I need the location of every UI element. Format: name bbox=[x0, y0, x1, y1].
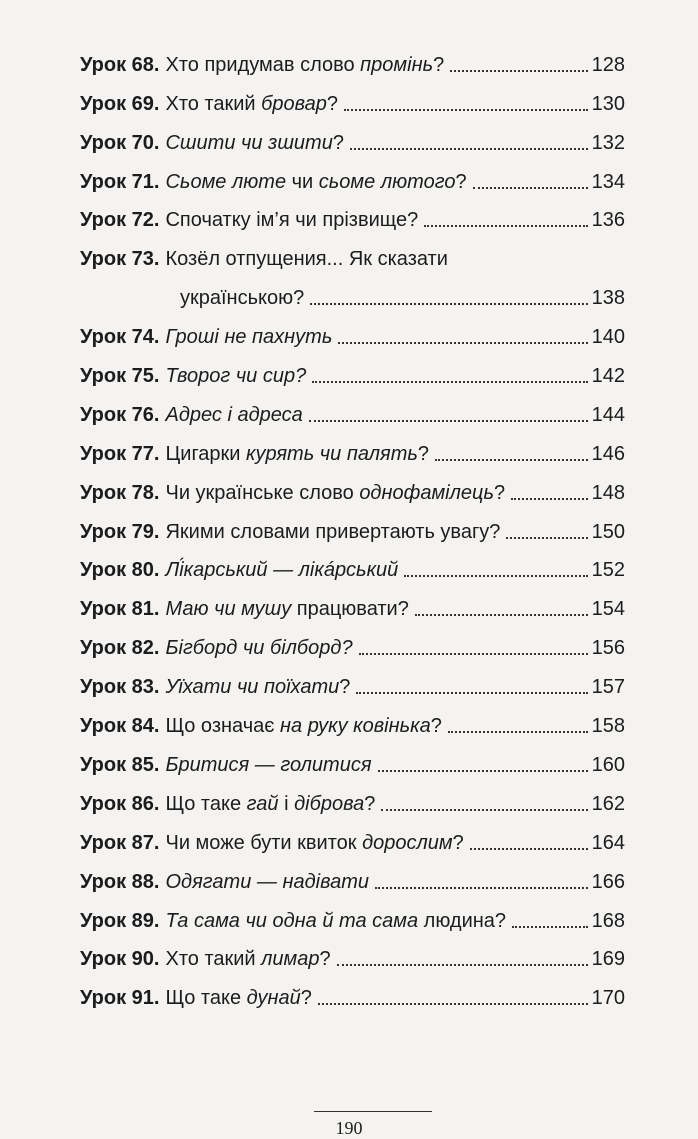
dot-leader bbox=[424, 225, 587, 227]
title-italic-fragment: лимар bbox=[261, 948, 320, 971]
toc-entry[interactable] bbox=[80, 77, 625, 116]
title-fragment: ? bbox=[319, 948, 331, 971]
lesson-title bbox=[165, 521, 500, 544]
title-fragment: ? bbox=[332, 131, 344, 154]
dot-leader bbox=[318, 1003, 588, 1005]
toc-entry-line2 bbox=[80, 271, 625, 310]
lesson-number: Урок 91. bbox=[80, 987, 160, 1010]
title-fragment: чи bbox=[286, 170, 319, 193]
page-ref: 132 bbox=[591, 131, 625, 154]
toc-entry[interactable] bbox=[80, 777, 625, 816]
dot-leader bbox=[378, 770, 588, 772]
title-fragment: ? bbox=[417, 442, 429, 465]
title-italic-fragment: гай bbox=[246, 792, 279, 815]
page-ref: 128 bbox=[591, 53, 625, 76]
lesson-number: Урок 81. bbox=[80, 598, 160, 621]
table-of-contents bbox=[80, 38, 625, 1010]
title-fragment: Якими словами привертають увагу? bbox=[165, 520, 501, 543]
title-italic-fragment: Бритися — голитися bbox=[165, 753, 372, 776]
toc-entry[interactable] bbox=[80, 699, 625, 738]
title-fragment: Чи українське слово bbox=[165, 481, 360, 504]
page-ref: 158 bbox=[591, 715, 625, 738]
lesson-number: Урок 82. bbox=[80, 637, 160, 660]
lesson-title bbox=[165, 715, 441, 738]
title-fragment: Спочатку ім’я чи прізвище? bbox=[165, 209, 419, 232]
title-fragment: Що означає bbox=[165, 715, 281, 738]
title-fragment: ? bbox=[430, 715, 442, 738]
page-ref: 166 bbox=[591, 870, 625, 893]
title-fragment: ? bbox=[364, 792, 376, 815]
toc-entry[interactable] bbox=[80, 505, 625, 544]
lesson-number: Урок 78. bbox=[80, 481, 160, 504]
title-italic-fragment: курять чи палять bbox=[246, 442, 418, 465]
lesson-title bbox=[165, 209, 418, 232]
lesson-title bbox=[165, 93, 338, 116]
page-ref: 162 bbox=[591, 792, 625, 815]
lesson-title bbox=[165, 793, 375, 816]
lesson-number: Урок 86. bbox=[80, 792, 160, 815]
title-italic-fragment: Творог чи сир? bbox=[165, 365, 307, 388]
title-italic-fragment: Сьоме люте bbox=[165, 170, 287, 193]
title-italic-fragment: сьоме лютого bbox=[318, 170, 456, 193]
page-ref: 150 bbox=[591, 520, 625, 543]
toc-entry[interactable] bbox=[80, 427, 625, 466]
dot-leader bbox=[511, 498, 588, 500]
title-fragment: ? bbox=[493, 481, 506, 504]
toc-entry[interactable] bbox=[80, 38, 625, 77]
dot-leader bbox=[312, 381, 587, 383]
lesson-title bbox=[165, 326, 332, 349]
title-fragment: Хто такий bbox=[165, 948, 262, 971]
lesson-title bbox=[165, 248, 447, 271]
title-italic-fragment: діброва bbox=[294, 792, 365, 815]
dot-leader bbox=[350, 148, 588, 150]
toc-entry[interactable] bbox=[80, 232, 625, 310]
dot-leader bbox=[470, 848, 588, 850]
page-ref: 138 bbox=[591, 287, 625, 310]
lesson-number: Урок 77. bbox=[80, 442, 160, 465]
lesson-number: Урок 88. bbox=[80, 870, 160, 893]
lesson-number: Урок 74. bbox=[80, 326, 160, 349]
title-italic-fragment: Лі́карський — лікáрський bbox=[165, 559, 399, 582]
lesson-title bbox=[165, 132, 343, 155]
lesson-title bbox=[165, 871, 369, 894]
lesson-number: Урок 69. bbox=[80, 92, 160, 115]
lesson-number: Урок 90. bbox=[80, 948, 160, 971]
title-italic-fragment: Бігборд чи білборд? bbox=[165, 637, 353, 660]
dot-leader bbox=[512, 926, 588, 928]
page-ref: 144 bbox=[591, 403, 625, 426]
toc-entry[interactable] bbox=[80, 466, 625, 505]
page-ref: 156 bbox=[591, 637, 625, 660]
lesson-number: Урок 80. bbox=[80, 559, 160, 582]
title-italic-fragment: дунай bbox=[246, 987, 301, 1010]
title-fragment: ? bbox=[452, 831, 464, 854]
lesson-title bbox=[165, 482, 505, 505]
title-italic-fragment: Маю чи мушу bbox=[165, 598, 292, 621]
dot-leader bbox=[310, 303, 587, 305]
toc-entry[interactable] bbox=[80, 194, 625, 233]
page-ref: 169 bbox=[591, 948, 625, 971]
toc-entry[interactable] bbox=[80, 738, 625, 777]
dot-leader bbox=[338, 342, 587, 344]
title-fragment: Цигарки bbox=[165, 442, 247, 465]
toc-entry[interactable] bbox=[80, 116, 625, 155]
dot-leader bbox=[450, 70, 587, 72]
title-italic-fragment: Та сама чи одна й та сама bbox=[165, 909, 419, 932]
dot-leader bbox=[404, 575, 587, 577]
lesson-title bbox=[165, 559, 398, 582]
toc-entry[interactable] bbox=[80, 310, 625, 349]
lesson-number: Урок 83. bbox=[80, 676, 160, 699]
page-ref: 148 bbox=[591, 481, 625, 504]
page-number: 190 bbox=[335, 1118, 363, 1138]
dot-leader bbox=[506, 537, 587, 539]
title-italic-fragment: Уїхати чи поїхати bbox=[165, 676, 340, 699]
page-ref: 170 bbox=[591, 987, 625, 1010]
lesson-title-continued bbox=[180, 287, 304, 310]
dot-leader bbox=[337, 964, 588, 966]
dot-leader bbox=[448, 731, 588, 733]
lesson-number: Урок 79. bbox=[80, 520, 160, 543]
title-fragment: людина? bbox=[418, 909, 507, 932]
toc-entry[interactable] bbox=[80, 621, 625, 660]
lesson-title bbox=[165, 987, 311, 1010]
lesson-number: Урок 85. bbox=[80, 753, 160, 776]
title-italic-fragment: Одягати — надівати bbox=[165, 870, 369, 893]
footer-divider bbox=[314, 1111, 432, 1112]
dot-leader bbox=[375, 887, 588, 889]
page-ref: 164 bbox=[591, 831, 625, 854]
page-ref: 142 bbox=[591, 365, 625, 388]
lesson-number: Урок 76. bbox=[80, 403, 160, 426]
title-fragment: Чи може бути квиток bbox=[165, 831, 363, 854]
lesson-title bbox=[165, 754, 371, 777]
page-ref: 130 bbox=[591, 92, 625, 115]
page-ref: 152 bbox=[591, 559, 625, 582]
title-italic-fragment: дорослим bbox=[362, 831, 453, 854]
lesson-title bbox=[165, 443, 429, 466]
title-italic-fragment: Адрес і адреса bbox=[165, 403, 303, 426]
dot-leader bbox=[435, 459, 588, 461]
toc-entry[interactable] bbox=[80, 660, 625, 699]
toc-entry[interactable] bbox=[80, 388, 625, 427]
lesson-number: Урок 68. bbox=[80, 53, 160, 76]
title-fragment: ? bbox=[300, 987, 312, 1010]
title-italic-fragment: Сшити чи зшити bbox=[165, 131, 333, 154]
page-ref: 134 bbox=[591, 170, 625, 193]
lesson-number: Урок 75. bbox=[80, 365, 160, 388]
page-ref: 140 bbox=[591, 326, 625, 349]
lesson-title bbox=[165, 637, 352, 660]
toc-entry[interactable] bbox=[80, 933, 625, 972]
lesson-title bbox=[165, 910, 506, 933]
toc-entry[interactable] bbox=[80, 582, 625, 621]
title-fragment: Хто придумав слово bbox=[165, 53, 361, 76]
toc-entry[interactable] bbox=[80, 855, 625, 894]
dot-leader bbox=[309, 420, 588, 422]
toc-entry[interactable] bbox=[80, 544, 625, 583]
lesson-title bbox=[165, 171, 466, 194]
toc-entry[interactable] bbox=[80, 155, 625, 194]
title-fragment: українською? bbox=[180, 287, 305, 310]
title-italic-fragment: однофамілець bbox=[359, 481, 494, 504]
toc-entry[interactable] bbox=[80, 894, 625, 933]
dot-leader bbox=[381, 809, 587, 811]
title-italic-fragment: Гроші не пахнуть bbox=[165, 326, 333, 349]
title-fragment: працювати? bbox=[291, 598, 409, 621]
page-ref: 136 bbox=[591, 209, 625, 232]
title-fragment: ? bbox=[326, 92, 339, 115]
lesson-title bbox=[165, 676, 350, 699]
dot-leader bbox=[356, 692, 587, 694]
title-fragment: ? bbox=[455, 170, 467, 193]
dot-leader bbox=[344, 109, 588, 111]
toc-entry[interactable] bbox=[80, 349, 625, 388]
title-fragment: Що таке bbox=[165, 792, 247, 815]
dot-leader bbox=[415, 614, 588, 616]
page-ref: 168 bbox=[591, 909, 625, 932]
title-fragment: Козёл отпущения... Як сказати bbox=[165, 248, 448, 271]
lesson-number: Урок 70. bbox=[80, 131, 160, 154]
lesson-title bbox=[165, 404, 302, 427]
lesson-number: Урок 71. bbox=[80, 170, 160, 193]
toc-entry[interactable] bbox=[80, 816, 625, 855]
title-fragment: і bbox=[278, 792, 295, 815]
lesson-number: Урок 72. bbox=[80, 209, 160, 232]
page-ref: 160 bbox=[591, 753, 625, 776]
lesson-title bbox=[165, 948, 330, 971]
page-ref: 154 bbox=[591, 598, 625, 621]
lesson-title bbox=[165, 598, 408, 621]
title-italic-fragment: бровар bbox=[261, 92, 327, 115]
lesson-title bbox=[165, 54, 444, 77]
title-italic-fragment: на руку ковінька bbox=[280, 715, 431, 738]
toc-entry-line1 bbox=[80, 232, 625, 271]
lesson-number: Урок 87. bbox=[80, 831, 160, 854]
dot-leader bbox=[473, 187, 588, 189]
toc-entry[interactable] bbox=[80, 971, 625, 1010]
title-italic-fragment: промінь bbox=[360, 53, 434, 76]
title-fragment: ? bbox=[433, 53, 445, 76]
title-fragment: Що таке bbox=[165, 987, 247, 1010]
lesson-number: Урок 84. bbox=[80, 715, 160, 738]
page-ref: 157 bbox=[591, 676, 625, 699]
page-ref: 146 bbox=[591, 442, 625, 465]
dot-leader bbox=[359, 653, 588, 655]
lesson-number: Урок 73. bbox=[80, 248, 160, 271]
lesson-number: Урок 89. bbox=[80, 909, 160, 932]
title-fragment: ? bbox=[339, 676, 351, 699]
title-fragment: Хто такий bbox=[165, 92, 262, 115]
lesson-title bbox=[165, 365, 306, 388]
lesson-title bbox=[165, 832, 463, 855]
